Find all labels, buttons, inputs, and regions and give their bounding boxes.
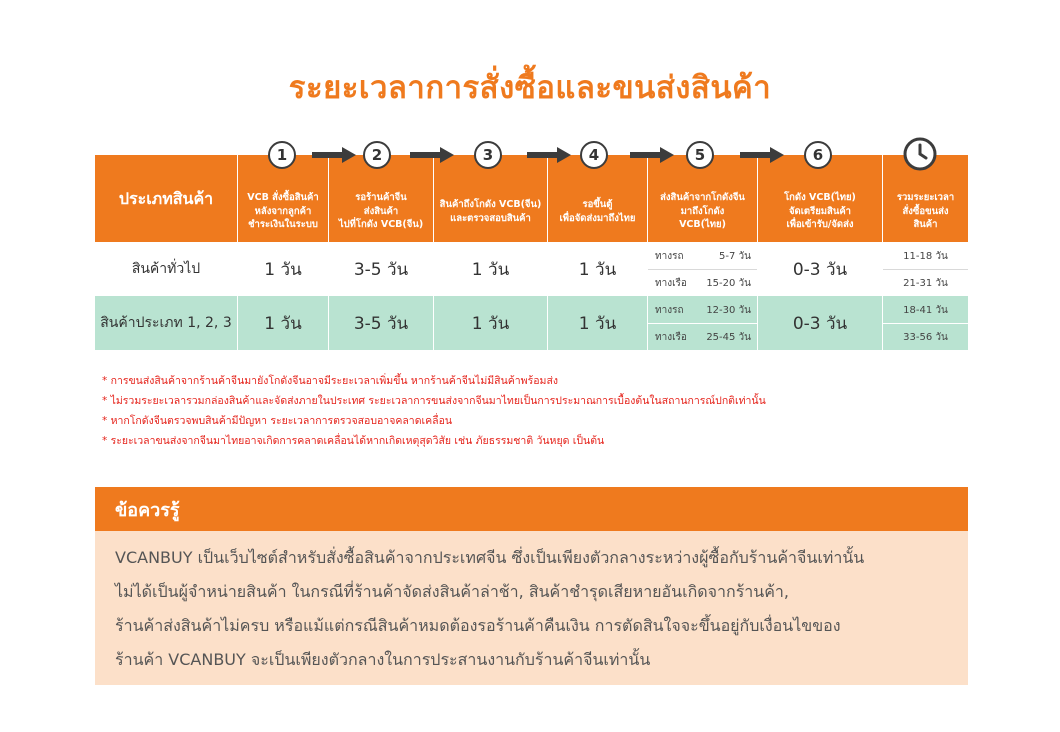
info-body	[95, 531, 968, 685]
arrow-right-icon	[312, 147, 356, 163]
step-6-header: โกดัง VCB(ไทย) จัดเตรียมสินค้า เพื่อเข้ารับ/จัดส่ง	[784, 191, 856, 231]
step-2-header: รอร้านค้าจีน ส่งสินค้า ไปที่โกดัง VCB(จีน)	[338, 191, 424, 231]
info-line: ไม่ได้เป็นผู้จำหน่ายสินค้า ในกรณีที่ร้านค้าจัดส่งสินค้าล่าช้า, สินค้าชำรุดเสียหายอันเกิดจากร้านค้า,	[115, 582, 789, 601]
timeline-table	[95, 155, 968, 350]
total-ship: 21-31 วัน	[903, 277, 948, 289]
info-line: VCANBUY เป็นเว็บไซต์สำหรับสั่งซื้อสินค้าจากประเทศจีน ซึ่งเป็นเพียงตัวกลางระหว่างผู้ซื้อกับร้านค้าจีนเท่านั้น	[115, 548, 865, 567]
notes-list	[102, 371, 962, 451]
arrow-right-icon	[740, 147, 784, 163]
info-line: ร้านค้า VCANBUY จะเป็นเพียงตัวกลางในการประสานงานกับร้านค้าจีนเท่านั้น	[115, 650, 651, 669]
note-item: * ระยะเวลาขนส่งจากจีนมาไทยอาจเกิดการคลาดเคลื่อนได้หากเกิดเหตุสุดวิสัย เช่น ภัยธรรมชาติ วันหยุด เป็นต้น	[102, 435, 605, 447]
truck-duration: ทางรถ 5-7 วัน	[655, 250, 751, 262]
step-1-value: 1 วัน	[264, 313, 302, 334]
step-3-value: 1 วัน	[471, 259, 510, 280]
step-2-value: 3-5 วัน	[353, 313, 409, 334]
arrow-right-icon	[630, 147, 674, 163]
info-line: ร้านค้าส่งสินค้าไม่ครบ หรือแม้แต่กรณีสินค้าหมดต้องรอร้านค้าคืนเงิน การตัดสินใจจะขึ้นอยู่กับเงื่อนไขของ	[115, 616, 841, 635]
step-4-value: 1 วัน	[578, 313, 617, 334]
step-5-header: ส่งสินค้าจากโกดังจีน มาถึงโกดัง VCB(ไทย)	[660, 191, 745, 231]
step-1-header: VCB สั่งซื้อสินค้า หลังจากลูกค้า ชำระเงินในระบบ	[247, 191, 319, 231]
step-3-header: สินค้าถึงโกดัง VCB(จีน) และตรวจสอบสินค้า	[439, 198, 542, 224]
clock-icon	[903, 137, 937, 171]
category-type-123: สินค้าประเภท 1, 2, 3	[100, 315, 232, 331]
arrow-right-icon	[527, 147, 571, 163]
step-3-circle: 3	[474, 141, 502, 169]
step-5-circle: 5	[686, 141, 714, 169]
note-item: * การขนส่งสินค้าจากร้านค้าจีนมายังโกดังจีนอาจมีระยะเวลาเพิ่มขึ้น หากร้านค้าจีนไม่มีสินค้าพร้อมส่ง	[102, 375, 558, 387]
total-header: รวมระยะเวลา สั่งซื้อขนส่ง สินค้า	[896, 191, 955, 231]
page-title: ระยะเวลาการสั่งซื้อและขนส่งสินค้า	[288, 70, 772, 106]
ship-duration: ทางเรือ 15-20 วัน	[655, 277, 751, 289]
step-3-value: 1 วัน	[471, 313, 510, 334]
note-item: * ไม่รวมระยะเวลารวมกล่องสินค้าและจัดส่งภายในประเทศ ระยะเวลาการขนส่งจากจีนมาไทยเป็นการประมาณการเบื้องต้นในสถานการณ์ปกติเท่านั้น	[102, 395, 766, 407]
step-6-value: 0-3 วัน	[792, 313, 848, 334]
arrow-right-icon	[410, 147, 454, 163]
step-2-value: 3-5 วัน	[353, 259, 409, 280]
category-general: สินค้าทั่วไป	[131, 261, 201, 277]
total-truck: 18-41 วัน	[903, 304, 948, 316]
step-4-circle: 4	[580, 141, 608, 169]
total-truck: 11-18 วัน	[903, 250, 948, 262]
ship-duration: ทางเรือ 25-45 วัน	[655, 331, 751, 343]
category-header: ประเภทสินค้า	[118, 188, 214, 208]
total-ship: 33-56 วัน	[903, 331, 948, 343]
info-heading: ข้อควรรู้	[95, 487, 968, 531]
truck-duration: ทางรถ 12-30 วัน	[655, 304, 751, 316]
step-6-value: 0-3 วัน	[792, 259, 848, 280]
step-4-header: รอขึ้นตู้ เพื่อจัดส่งมาถึงไทย	[559, 198, 636, 224]
step-2-circle: 2	[363, 141, 391, 169]
step-4-value: 1 วัน	[578, 259, 617, 280]
step-1-circle: 1	[268, 141, 296, 169]
step-1-value: 1 วัน	[264, 259, 302, 280]
note-item: * หากโกดังจีนตรวจพบสินค้ามีปัญหา ระยะเวลาการตรวจสอบอาจคลาดเคลื่อน	[102, 415, 453, 427]
step-6-circle: 6	[804, 141, 832, 169]
